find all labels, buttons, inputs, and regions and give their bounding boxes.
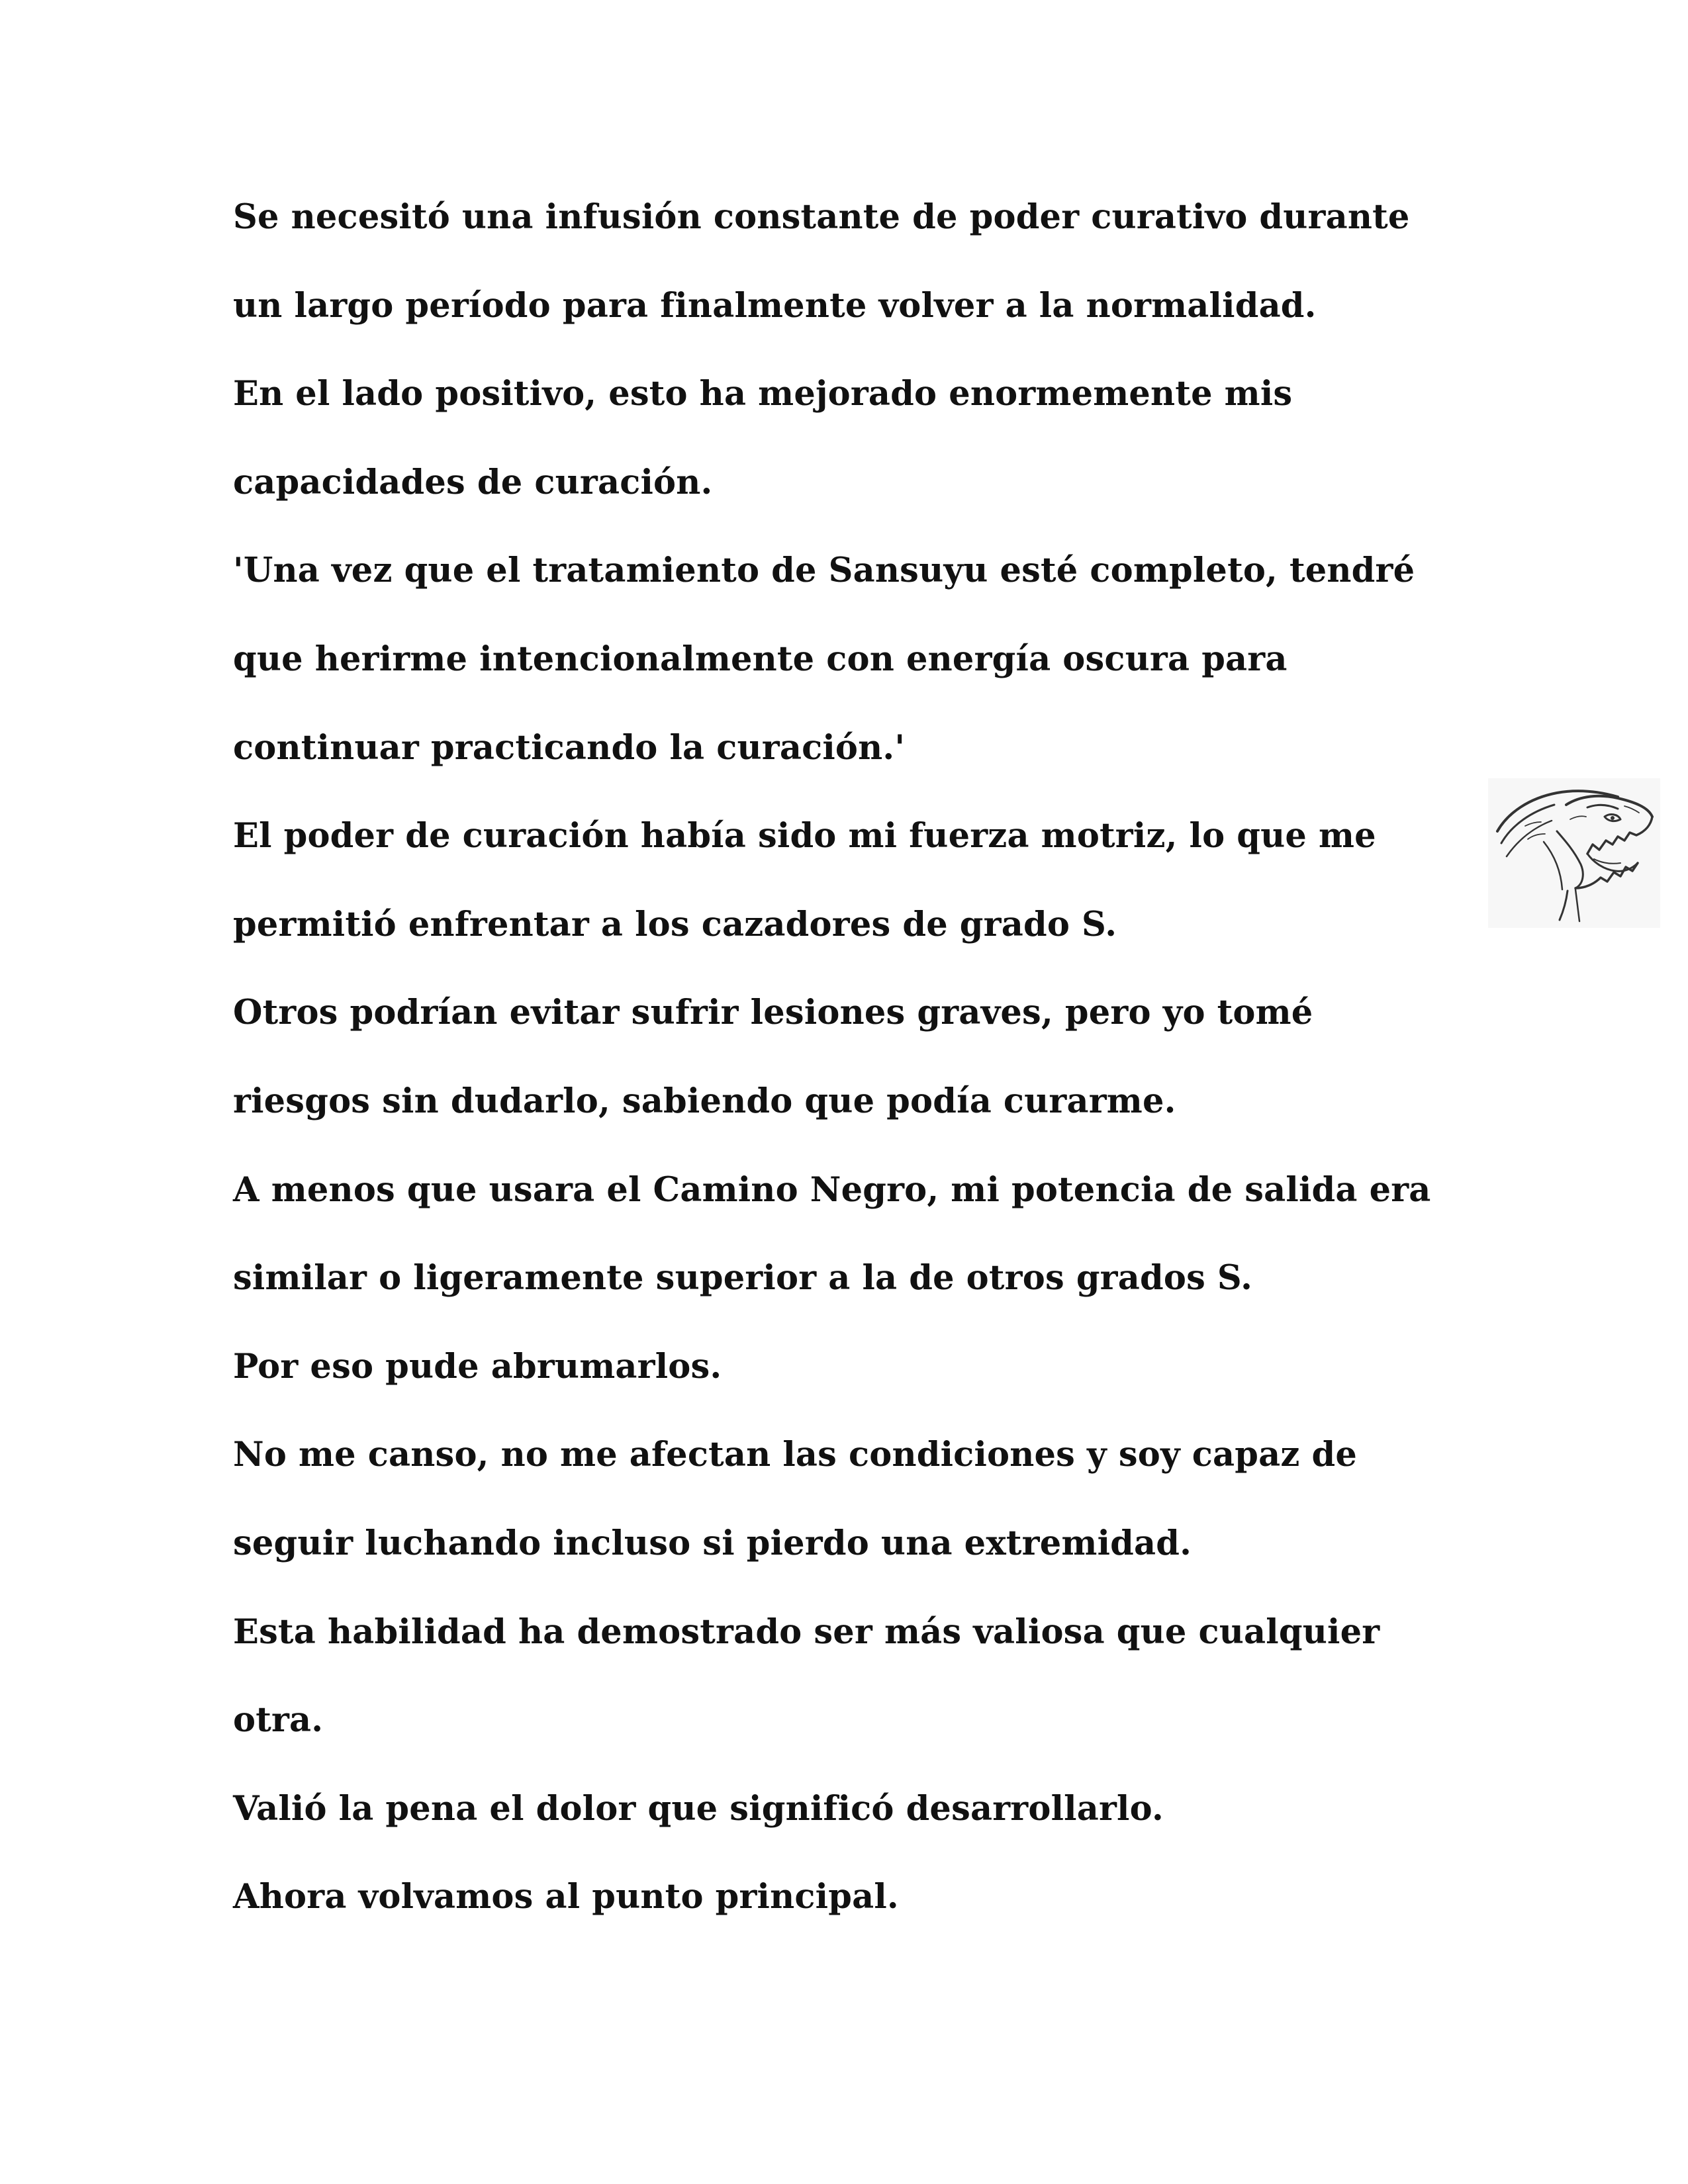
text-line: similar o ligeramente superior a la de otros grados S. [233, 1258, 1253, 1298]
text-line: 'Una vez que el tratamiento de Sansuyu esté completo, tendré [233, 551, 1415, 591]
text-line: El poder de curación había sido mi fuerza motriz, lo que me [233, 816, 1376, 856]
text-line: Esta habilidad ha demostrado ser más valiosa que cualquier [233, 1612, 1380, 1652]
text-line: Se necesitó una infusión constante de poder curativo durante [233, 197, 1410, 237]
text-line: A menos que usara el Camino Negro, mi potencia de salida era [233, 1169, 1431, 1210]
dinosaur-head-icon [1488, 778, 1660, 928]
text-line: otra. [233, 1700, 324, 1741]
text-line: continuar practicando la curación.' [233, 727, 906, 768]
document-body [233, 191, 1491, 1959]
text-line: que herirme intencionalmente con energía oscura para [233, 639, 1288, 679]
text-line: En el lado positivo, esto ha mejorado enormemente mis [233, 374, 1293, 414]
text-line: Valió la pena el dolor que significó desarrollarlo. [233, 1788, 1164, 1829]
text-line: capacidades de curación. [233, 462, 713, 502]
text-line: Otros podrían evitar sufrir lesiones graves, pero yo tomé [233, 993, 1313, 1033]
text-line: seguir luchando incluso si pierdo una extremidad. [233, 1523, 1192, 1563]
text-line: un largo período para finalmente volver a la normalidad. [233, 285, 1317, 326]
text-line: riesgos sin dudarlo, sabiendo que podía curarme. [233, 1081, 1176, 1121]
text-line: permitió enfrentar a los cazadores de grado S. [233, 904, 1117, 944]
text-line: Ahora volvamos al punto principal. [233, 1877, 899, 1917]
text-line: Por eso pude abrumarlos. [233, 1346, 722, 1387]
text-line: No me canso, no me afectan las condiciones y soy capaz de [233, 1435, 1357, 1475]
